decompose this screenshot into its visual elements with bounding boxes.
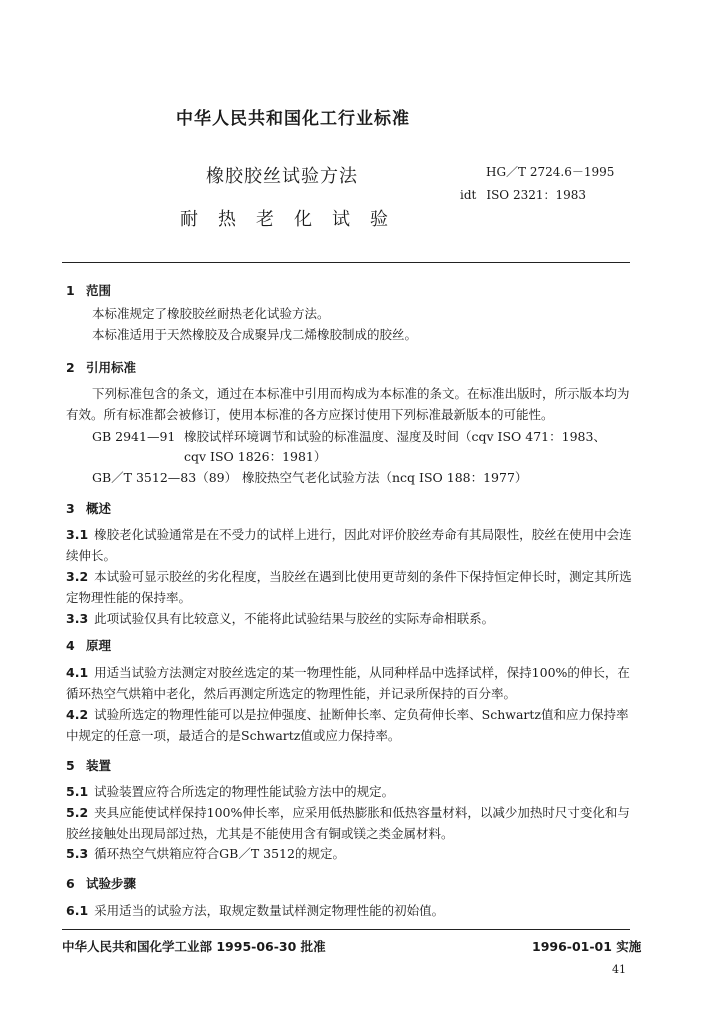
- clause-number: 6.1: [66, 903, 89, 918]
- idt-label: idt: [460, 188, 477, 202]
- standard-type-heading: 中华人民共和国化工行业标准: [176, 109, 410, 129]
- document-subtitle: 耐热老化试验: [180, 209, 408, 230]
- clause-text: 夹具应能使试样保持100%伸长率，应采用低热膨胀和低热容量材料，以减少加热时尺寸变化和与胶丝接触处出现局部过热，尤其是不能使用含有铜或镁之类金属材料。: [66, 805, 630, 841]
- section-title: 装置: [86, 758, 112, 773]
- section-title: 原理: [86, 638, 112, 653]
- section-title: 概述: [86, 501, 112, 516]
- section-1-heading: [66, 281, 111, 299]
- clause-number: 5.3: [66, 846, 89, 861]
- clause-text: 试验所选定的物理性能可以是拉伸强度、扯断伸长率、定负荷伸长率、Schwartz值和应力保持率中规定的任意一项，最适合的是Schwartz值或应力保持率。: [66, 707, 629, 743]
- clause-text: 循环热空气烘箱应符合GB／T 3512的规定。: [94, 846, 345, 861]
- clause-5-2: [66, 802, 634, 844]
- section-1-paragraph-2: 本标准适用于天然橡胶及合成聚异戊二烯橡胶制成的胶丝。: [92, 327, 418, 342]
- clause-text: 本试验可显示胶丝的劣化程度，当胶丝在遇到比使用更苛刻的条件下保持恒定伸长时，测定其所选定物理性能的保持率。: [66, 569, 632, 605]
- clause-4-1: [66, 662, 634, 704]
- clause-text: 此项试验仅具有比较意义，不能将此试验结果与胶丝的实际寿命相联系。: [94, 611, 495, 626]
- section-3-heading: [66, 499, 111, 517]
- section-title: 范围: [86, 283, 112, 298]
- clause-5-3: [66, 843, 634, 864]
- header-divider: [62, 262, 630, 263]
- section-number: 5: [66, 758, 75, 773]
- reference-gb2941-continuation: cqv ISO 1826：1981）: [184, 449, 327, 464]
- clause-5-1: [66, 781, 634, 802]
- section-number: 1: [66, 283, 75, 298]
- standard-code: HG／T 2724.6－1995: [486, 165, 615, 179]
- clause-text: 用适当试验方法测定对胶丝选定的某一物理性能，从同种样品中选择试样，保持100%的伸长，在循环热空气烘箱中老化，然后再测定所选定的物理性能，并记录所保持的百分率。: [66, 665, 630, 701]
- section-number: 6: [66, 876, 75, 891]
- effective-date: 1996-01-01 实施: [532, 939, 642, 954]
- reference-title: 橡胶热空气老化试验方法（ncq ISO 188：1977）: [242, 470, 528, 485]
- clause-text: 采用适当的试验方法，取规定数量试样测定物理性能的初始值。: [94, 903, 445, 918]
- idt-standard: ISO 2321：1983: [486, 188, 587, 202]
- clause-number: 4.1: [66, 665, 89, 680]
- section-title: 试验步骤: [86, 876, 137, 891]
- clause-3-1: [66, 524, 634, 566]
- section-title: 引用标准: [86, 360, 137, 375]
- clause-text: 试验装置应符合所选定的物理性能试验方法中的规定。: [94, 784, 395, 799]
- reference-title: 橡胶试样环境调节和试验的标准温度、湿度及时间（cqv ISO 471：1983、: [184, 429, 606, 444]
- reference-gb3512: [92, 468, 527, 486]
- clause-number: 5.1: [66, 784, 89, 799]
- section-2-intro: 下列标准包含的条文，通过在本标准中引用而构成为本标准的条文。在标准出版时，所示版本均为有效。所有标准都会被修订，使用本标准的各方应探讨使用下列标准最新版本的可能性。: [66, 386, 630, 422]
- section-number: 4: [66, 638, 75, 653]
- section-4-heading: [66, 636, 111, 654]
- section-5-heading: [66, 756, 111, 774]
- document-title: 橡胶胶丝试验方法: [206, 166, 358, 187]
- approval-note: 中华人民共和国化学工业部 1995-06-30 批准: [62, 939, 326, 954]
- section-6-heading: [66, 874, 136, 892]
- clause-4-2: [66, 704, 634, 746]
- page-number: 41: [612, 963, 626, 976]
- clause-number: 4.2: [66, 707, 89, 722]
- footer-divider: [62, 929, 630, 930]
- section-1-paragraph-1: 本标准规定了橡胶胶丝耐热老化试验方法。: [92, 306, 330, 321]
- reference-gb2941: [92, 427, 606, 445]
- clause-3-2: [66, 566, 634, 608]
- reference-code: GB 2941—91: [92, 429, 176, 444]
- clause-number: 3.3: [66, 611, 89, 626]
- identical-reference: [460, 186, 586, 203]
- clause-number: 5.2: [66, 805, 89, 820]
- clause-text: 橡胶老化试验通常是在不受力的试样上进行，因此对评价胶丝寿命有其局限性，胶丝在使用中会连续伸长。: [66, 527, 632, 563]
- clause-3-3: [66, 608, 634, 629]
- section-number: 2: [66, 360, 75, 375]
- reference-code: GB／T 3512—83（89）: [92, 470, 238, 485]
- clause-number: 3.2: [66, 569, 89, 584]
- section-number: 3: [66, 501, 75, 516]
- section-2-heading: [66, 358, 136, 376]
- clause-number: 3.1: [66, 527, 89, 542]
- clause-6-1: [66, 900, 634, 921]
